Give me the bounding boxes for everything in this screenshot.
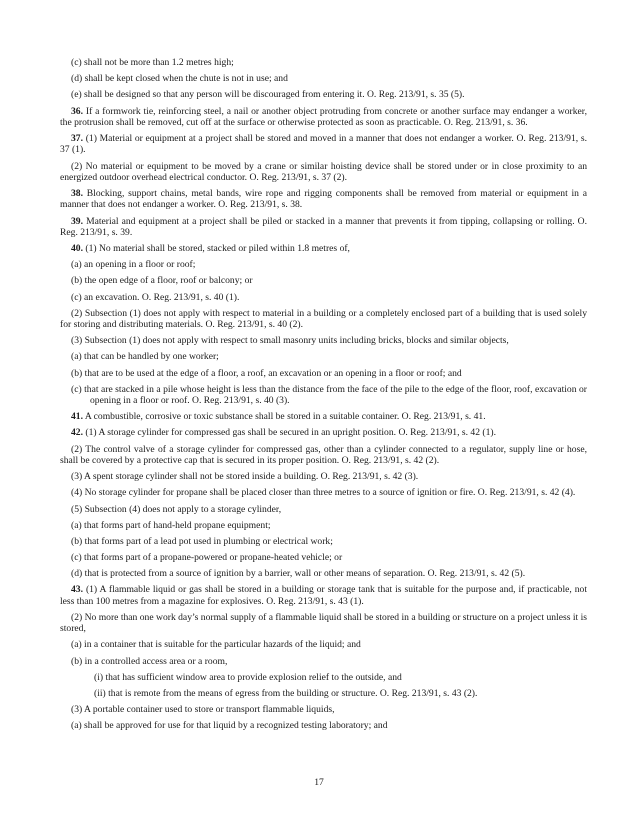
paragraph-text: (1) No material shall be stored, stacked or piled within 1.8 metres of,	[83, 242, 350, 254]
paragraph-text: (d) shall be kept closed when the chute is not in use; and	[71, 73, 288, 85]
subsection-paragraph	[60, 161, 587, 184]
section-number: 42.	[71, 427, 83, 439]
subsection-paragraph	[60, 471, 587, 482]
section-number: 40.	[71, 242, 83, 254]
paragraph-text: (d) that is protected from a source of ignition by a barrier, wall or other means of separation. O. Reg. 213/91, s. 42 (5).	[71, 568, 526, 580]
clause-item	[60, 656, 587, 667]
paragraph-text: A combustible, corrosive or toxic substance shall be stored in a suitable container. O. Reg. 213/91, s. 41.	[83, 411, 486, 423]
paragraph-text: Material and equipment at a project shall be piled or stacked in a manner that prevents it from tipping, collapsing or rolling. O. Reg. 213/91, s. 39.	[60, 215, 587, 238]
section-paragraph	[60, 411, 587, 422]
section-number: 36.	[71, 105, 83, 117]
paragraph-text: (b) the open edge of a floor, roof or balcony; or	[71, 275, 253, 287]
clause-item	[60, 275, 587, 286]
paragraph-text: (1) Material or equipment at a project shall be stored and moved in a manner that does not endanger a worker. O. Reg. 213/91, s. 37 (1).	[60, 133, 587, 156]
paragraph-text: (c) shall not be more than 1.2 metres high;	[71, 57, 234, 68]
section-paragraph	[60, 427, 587, 438]
paragraph-text: (b) that are to be used at the edge of a floor, a roof, an excavation or an opening in a floor or roof; and	[71, 367, 462, 379]
clause-item	[60, 384, 587, 407]
paragraph-text: (2) No material or equipment to be moved by a crane or similar hoisting device shall be stored under or in close proximity to an energized outdoor overhead electrical conductor. O. Reg. 213/91, s. 37 (2).	[60, 160, 587, 183]
paragraph-text: (b) that forms part of a lead pot used in plumbing or electrical work;	[71, 535, 333, 547]
paragraph-text: (c) an excavation. O. Reg. 213/91, s. 40 (1).	[71, 291, 240, 303]
paragraph-text: (5) Subsection (4) does not apply to a storage cylinder,	[71, 503, 282, 515]
section-number: 37.	[71, 133, 83, 145]
clause-item	[60, 639, 587, 650]
paragraph-text: (2) The control valve of a storage cylinder for compressed gas, other than a cylinder connected to a regulator, supply line or hose, shall be covered by a protective cap that is secured in its proper position. O. Reg. 213/91, s. 42 (2).	[60, 443, 587, 466]
section-paragraph	[60, 106, 587, 129]
clause-item	[60, 351, 587, 362]
section-paragraph	[60, 133, 587, 156]
page-number: 17	[314, 777, 324, 788]
section-number: 39.	[71, 215, 83, 227]
paragraph-text: (ii) that is remote from the means of egress from the building or structure. O. Reg. 213/91, s. 43 (2).	[94, 687, 478, 699]
clause-item	[60, 89, 587, 100]
paragraph-text: (3) Subsection (1) does not apply with respect to small masonry units including bricks, blocks and similar objects,	[71, 335, 509, 347]
paragraph-text: (1) A storage cylinder for compressed gas shall be secured in an upright position. O. Reg. 213/91, s. 42 (1).	[83, 427, 496, 439]
section-number: 38.	[71, 188, 83, 200]
clause-item	[60, 57, 587, 68]
paragraph-text: Blocking, support chains, metal bands, wire rope and rigging components shall be removed from material or equipment in a manner that does not endanger a worker. O. Reg. 213/91, s. 38.	[60, 188, 587, 211]
clause-item	[60, 73, 587, 84]
subsection-paragraph	[60, 444, 587, 467]
clause-item	[60, 259, 587, 270]
paragraph-text: (e) shall be designed so that any person will be discouraged from entering it. O. Reg. 213/91, s. 35 (5).	[71, 89, 465, 101]
section-paragraph	[60, 243, 587, 254]
clause-item	[60, 368, 587, 379]
subsection-paragraph	[60, 612, 587, 635]
paragraph-text: (a) in a container that is suitable for the particular hazards of the liquid; and	[71, 639, 361, 651]
paragraph-text: (c) that forms part of a propane-powered or propane-heated vehicle; or	[71, 552, 343, 564]
section-number: 43.	[71, 584, 83, 596]
paragraph-text: (2) No more than one work day’s normal supply of a flammable liquid shall be stored in a building or structure on a project unless it is stored,	[60, 611, 587, 635]
paragraph-text: (4) No storage cylinder for propane shall be placed closer than three metres to a source of ignition or fire. O. Reg. 213/91, s. 42 (4).	[71, 487, 576, 499]
section-paragraph	[60, 584, 587, 607]
paragraph-text: (3) A spent storage cylinder shall not be stored inside a building. O. Reg. 213/91, s. 42 (3).	[71, 471, 419, 483]
subsection-paragraph	[60, 704, 587, 715]
paragraph-text: (a) that can be handled by one worker;	[71, 351, 219, 363]
paragraph-text: (c) that are stacked in a pile whose height is less than the distance from the face of the pile to the edge of the floor, roof, excavation or opening in a floor or roof. O. Reg. 213/91, s. 40 (3).	[71, 383, 587, 407]
clause-item	[60, 292, 587, 303]
clause-item	[60, 720, 587, 731]
page-body	[60, 57, 587, 732]
subsection-paragraph	[60, 487, 587, 498]
paragraph-text: (a) that forms part of hand-held propane equipment;	[71, 519, 271, 531]
section-paragraph	[60, 216, 587, 239]
clause-item	[60, 520, 587, 531]
section-paragraph	[60, 188, 587, 211]
subsection-paragraph	[60, 504, 587, 515]
paragraph-text: (i) that has sufficient window area to provide explosion relief to the outside, and	[94, 671, 402, 683]
paragraph-text: (1) A flammable liquid or gas shall be stored in a building or storage tank that is suitable for the purpose and, if practicable, not less than 100 metres from a magazine for explosives. O. Reg. 213/91, s. 43 (1).	[60, 584, 587, 607]
subclause-item	[60, 688, 587, 699]
paragraph-text: (a) shall be approved for use for that liquid by a recognized testing laboratory; and	[71, 720, 388, 732]
clause-item	[60, 552, 587, 563]
paragraph-text: (a) an opening in a floor or roof;	[71, 259, 196, 271]
paragraph-text: If a formwork tie, reinforcing steel, a nail or another object protruding from concrete or another surface may endanger a worker, the protrusion shall be removed, cut off at the surface or otherwise protected as soon as practicable. O. Reg. 213/91, s. 36.	[60, 105, 587, 128]
subclause-item	[60, 672, 587, 683]
paragraph-text: (2) Subsection (1) does not apply with respect to material in a building or a completely enclosed part of a building that is used solely for storing and distributing materials. O. Reg. 213/91, s. 40 (2).	[60, 307, 587, 331]
paragraph-text: (b) in a controlled access area or a room,	[71, 655, 228, 667]
section-number: 41.	[71, 411, 83, 423]
clause-item	[60, 536, 587, 547]
subsection-paragraph	[60, 335, 587, 346]
subsection-paragraph	[60, 308, 587, 331]
paragraph-text: (3) A portable container used to store or transport flammable liquids,	[71, 704, 335, 716]
clause-item	[60, 568, 587, 579]
